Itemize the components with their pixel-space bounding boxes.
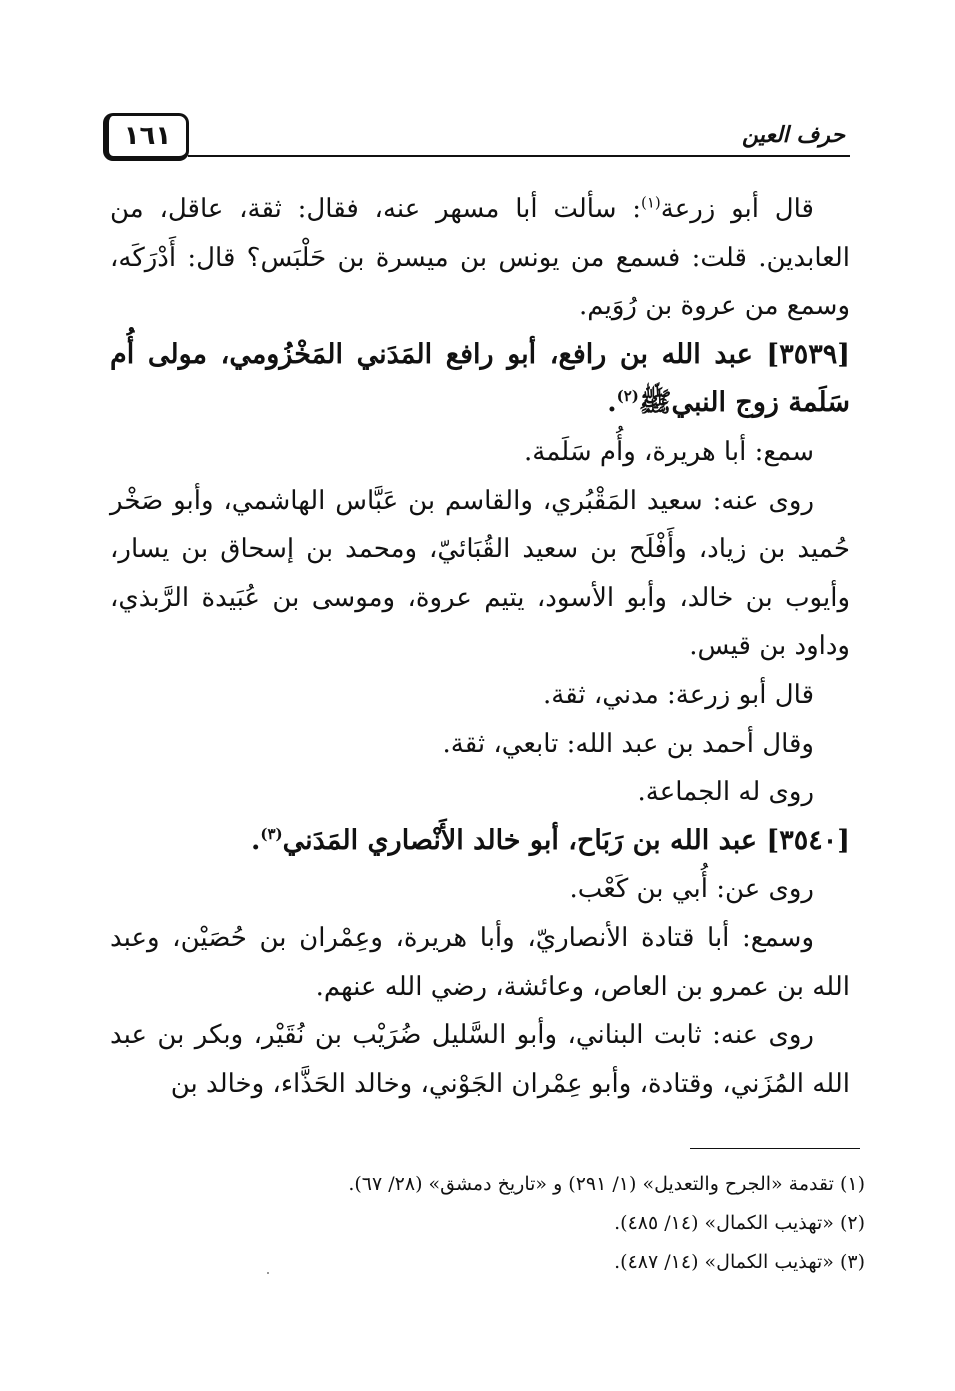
entry-heading-text: [٣٥٤٠] عبد الله بن رَبَاح، أبو خالد الأَنْصاري المَدَني: [282, 824, 850, 856]
paper-speck: [267, 1272, 269, 1274]
entry-heading-end: .: [250, 824, 261, 856]
main-text: [110, 185, 850, 1108]
entry-heading-end: .: [607, 387, 617, 419]
page-number: ١٦١: [103, 113, 189, 161]
entry-heading-3540: [110, 817, 850, 866]
entry-3539-narrators: روى عنه: سعيد المَقْبُري، والقاسم بن عَبَّاس الهاشمي، وأبو صَخْر حُميد بن زياد، وأَفْلَح بن سعيد القُبَائيّ، ومحمد بن إسحاق بن يسار، وأيوب بن خالد، وأبو الأسود، يتيم عروة، وموسى بن عُبَيدة الرَّبذي، وداود بن قيس.: [110, 485, 850, 662]
footnote-marker-3: (٣): [260, 824, 283, 843]
footnotes: [110, 1165, 865, 1282]
entry-3539-heard: سمع: أبا هريرة، وأُم سَلَمة.: [523, 436, 814, 467]
entry-3540-narrators: روى عنه: ثابت البناني، وأبو السَّليل ضُرَيْب بن نُقَيْر، وبكر بن عبد الله المُزَني، وقتادة، وأبو عِمْران الجَوْني، وخالد الحَذَّاء، وخالد بن: [110, 1020, 850, 1099]
entry-3540-from: روى عن: أُبي بن كَعْب.: [569, 874, 814, 905]
paragraph-abu-zura: [110, 185, 850, 331]
entry-3539-quote-1: قال أبو زرعة: مدني، ثقة.: [543, 679, 814, 710]
running-title: حرف العين: [741, 122, 845, 148]
header-divider: [188, 155, 850, 157]
footnote-divider: [690, 1148, 860, 1149]
entry-heading-text: [٣٥٣٩] عبد الله بن رافع، أبو رافع المَدَني المَخْزُومي، مولى أُم سَلَمة زوج النبيﷺ: [110, 338, 850, 419]
entry-3539-quote-2: وقال أحمد بن عبد الله: تابعي، ثقة.: [442, 728, 814, 759]
footnote-2: (٢) «تهذيب الكمال» (١٤/ ٤٨٥).: [614, 1212, 865, 1234]
paragraph-text: : سألت أبا مسهر عنه، فقال: ثقة، عاقل، من العابدين. قلت: فسمع من يونس بن ميسرة بن حَلْبَس؟ قال: أَدْرَكَه، وسمع من عروة بن رُوَيم.: [110, 194, 850, 322]
footnote-1: (١) تقدمة «الجرح والتعديل» (١/ ٢٩١) و «تاريخ دمشق» (٢٨/ ٦٧).: [348, 1173, 865, 1195]
paragraph-text: قال أبو زرعة: [660, 194, 814, 224]
entry-3540-heard: وسمع: أبا قتادة الأنصاريّ، وأبا هريرة، وعِمْران بن حُصَيْن، وعبد الله بن عمرو بن العاص، وعائشة، رضي الله عنهم.: [110, 922, 850, 1002]
footnote-3: (٣) «تهذيب الكمال» (١٤/ ٤٨٧).: [614, 1251, 865, 1273]
entry-heading-3539: [110, 331, 850, 428]
entry-3539-quote-3: روى له الجماعة.: [637, 777, 814, 808]
footnote-marker-2: (٢): [616, 387, 639, 406]
footnote-marker-1: (١): [641, 193, 661, 212]
